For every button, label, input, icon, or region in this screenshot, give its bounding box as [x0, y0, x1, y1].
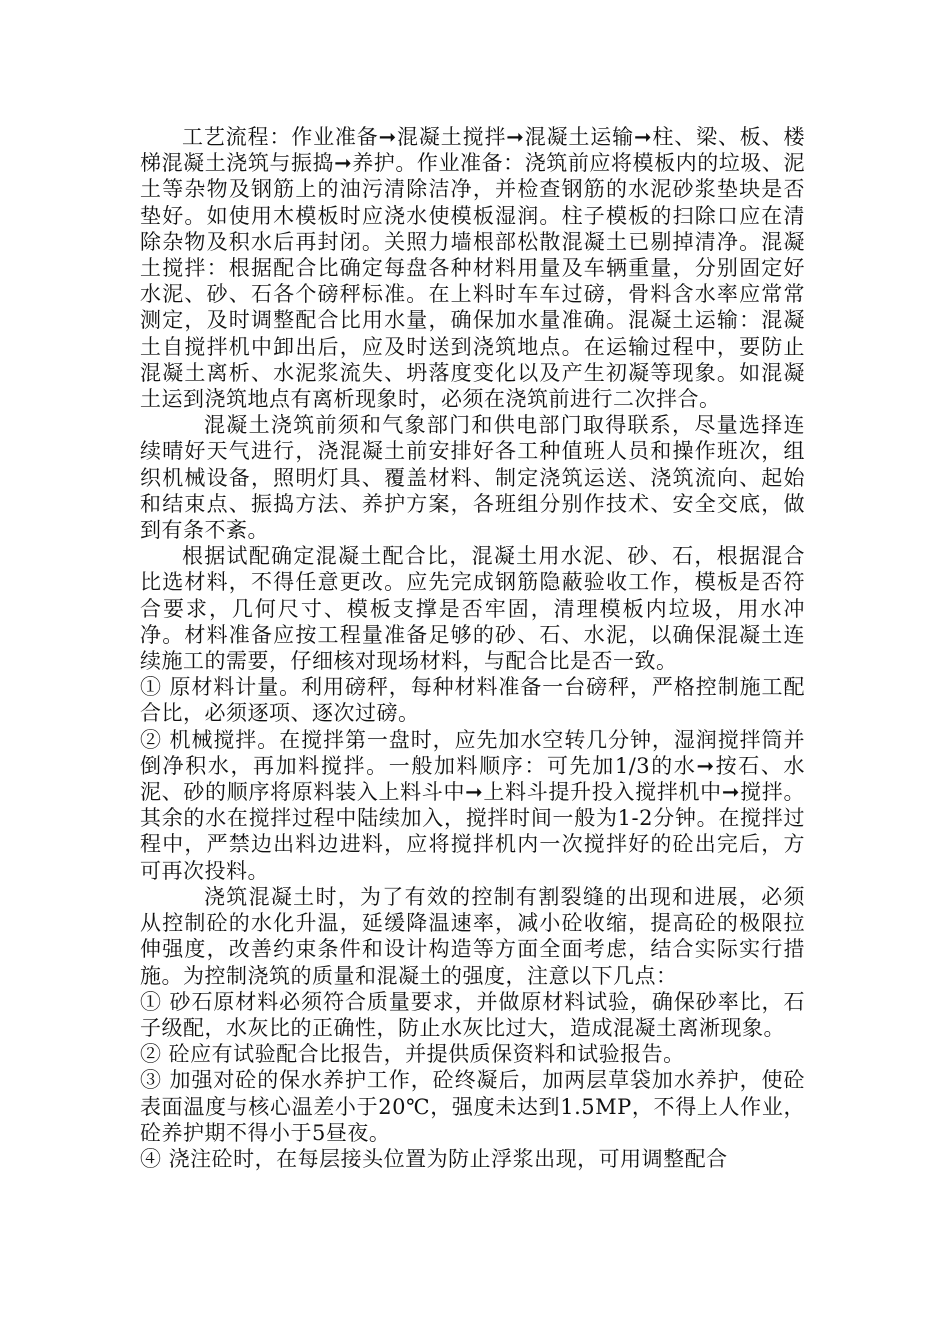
list-item-pouring-joints: ④ 浇注砼时，在每层接头位置为防止浮浆出现，可用调整配合 [140, 1146, 728, 1171]
paragraph-mix-ratio: 根据试配确定混凝土配合比，混凝土用水泥、砂、石，根据混合比选材料，不得任意更改。应先完成钢筋隐蔽验收工作，模板是否符合要求，几何尺寸、模板支撑是否牢固，清理模板内垃圾，用水冲净。材料准备应按工程量准备足够的砂、石、水泥，以确保混凝土连续施工的需要，仔细核对现场材料，与配合比是否一致。 [140, 544, 805, 674]
paragraph-process-overview: 工艺流程：作业准备➞混凝土搅拌➞混凝土运输➞柱、梁、板、楼梯混凝土浇筑与振捣➞养护。作业准备：浇筑前应将模板内的垃圾、泥土等杂物及钢筋上的油污清除洁净，并检查钢筋的水泥砂浆垫块是否垫好。如使用木模板时应浇水使模板湿润。柱子模板的扫除口应在清除杂物及积水后再封闭。关照力墙根部松散混凝土已剔掉清净。混凝土搅拌：根据配合比确定每盘各种材料用量及车辆重量，分别固定好水泥、砂、石各个磅秤标准。在上料时车车过磅，骨料含水率应常常测定，及时调整配合比用水量，确保加水量准确。混凝土运输：混凝土自搅拌机中卸出后，应及时送到浇筑地点。在运输过程中，要防止混凝土离析、水泥浆流失、坍落度变化以及产生初凝等现象。如混凝土运到浇筑地点有离析现象时，必须在浇筑前进行二次拌合。 [140, 125, 805, 412]
list-item-aggregate-quality: ① 砂石原材料必须符合质量要求，并做原材料试验，确保砂率比，石子级配，水灰比的正确性，防止水灰比过大，造成混凝土离淅现象。 [140, 989, 805, 1040]
list-item-test-report: ② 砼应有试验配合比报告，并提供质保资料和试验报告。 [140, 1042, 685, 1067]
list-item-raw-material-metering: ① 原材料计量。利用磅秤，每种材料准备一台磅秤，严格控制施工配合比，必须逐项、逐次过磅。 [140, 675, 805, 726]
paragraph-weather-coordination: 混凝土浇筑前须和气象部门和供电部门取得联系，尽量选择连续晴好天气进行，浇混凝土前安排好各工种值班人员和操作班次，组织机械设备，照明灯具、覆盖材料、制定浇筑运送、浇筑流向、起始和结束点、振捣方法、养护方案，各班组分别作技术、安全交底，做到有条不紊。 [140, 413, 805, 543]
paragraph-crack-control: 浇筑混凝土时，为了有效的控制有割裂缝的出现和进展，必须从控制砼的水化升温，延缓降温速率，减小砼收缩，提高砼的极限拉伸强度，改善约束条件和设计构造等方面全面考虑，结合实际实行措施。为控制浇筑的质量和混凝土的强度，注意以下几点： [140, 884, 805, 988]
list-item-mechanical-mixing: ② 机械搅拌。在搅拌第一盘时，应先加水空转几分钟，湿润搅拌筒并倒净积水，再加料搅拌。一般加料顺序：可先加1/3的水➞按石、水泥、砂的顺序将原料装入上料斗中➞上料斗提升投入搅拌机中➞搅拌。其余的水在搅拌过程中陆续加入，搅拌时间一般为1-2分钟。在搅拌过程中，严禁边出料边进料，应将搅拌机内一次搅拌好的砼出完后，方可再次投料。 [140, 727, 805, 883]
list-item-curing: ③ 加强对砼的保水养护工作，砼终凝后，加两层草袋加水养护，使砼表面温度与核心温差小于20℃，强度未达到1.5MP，不得上人作业，砼养护期不得小于5昼夜。 [140, 1068, 805, 1145]
document-page [140, 124, 805, 1172]
